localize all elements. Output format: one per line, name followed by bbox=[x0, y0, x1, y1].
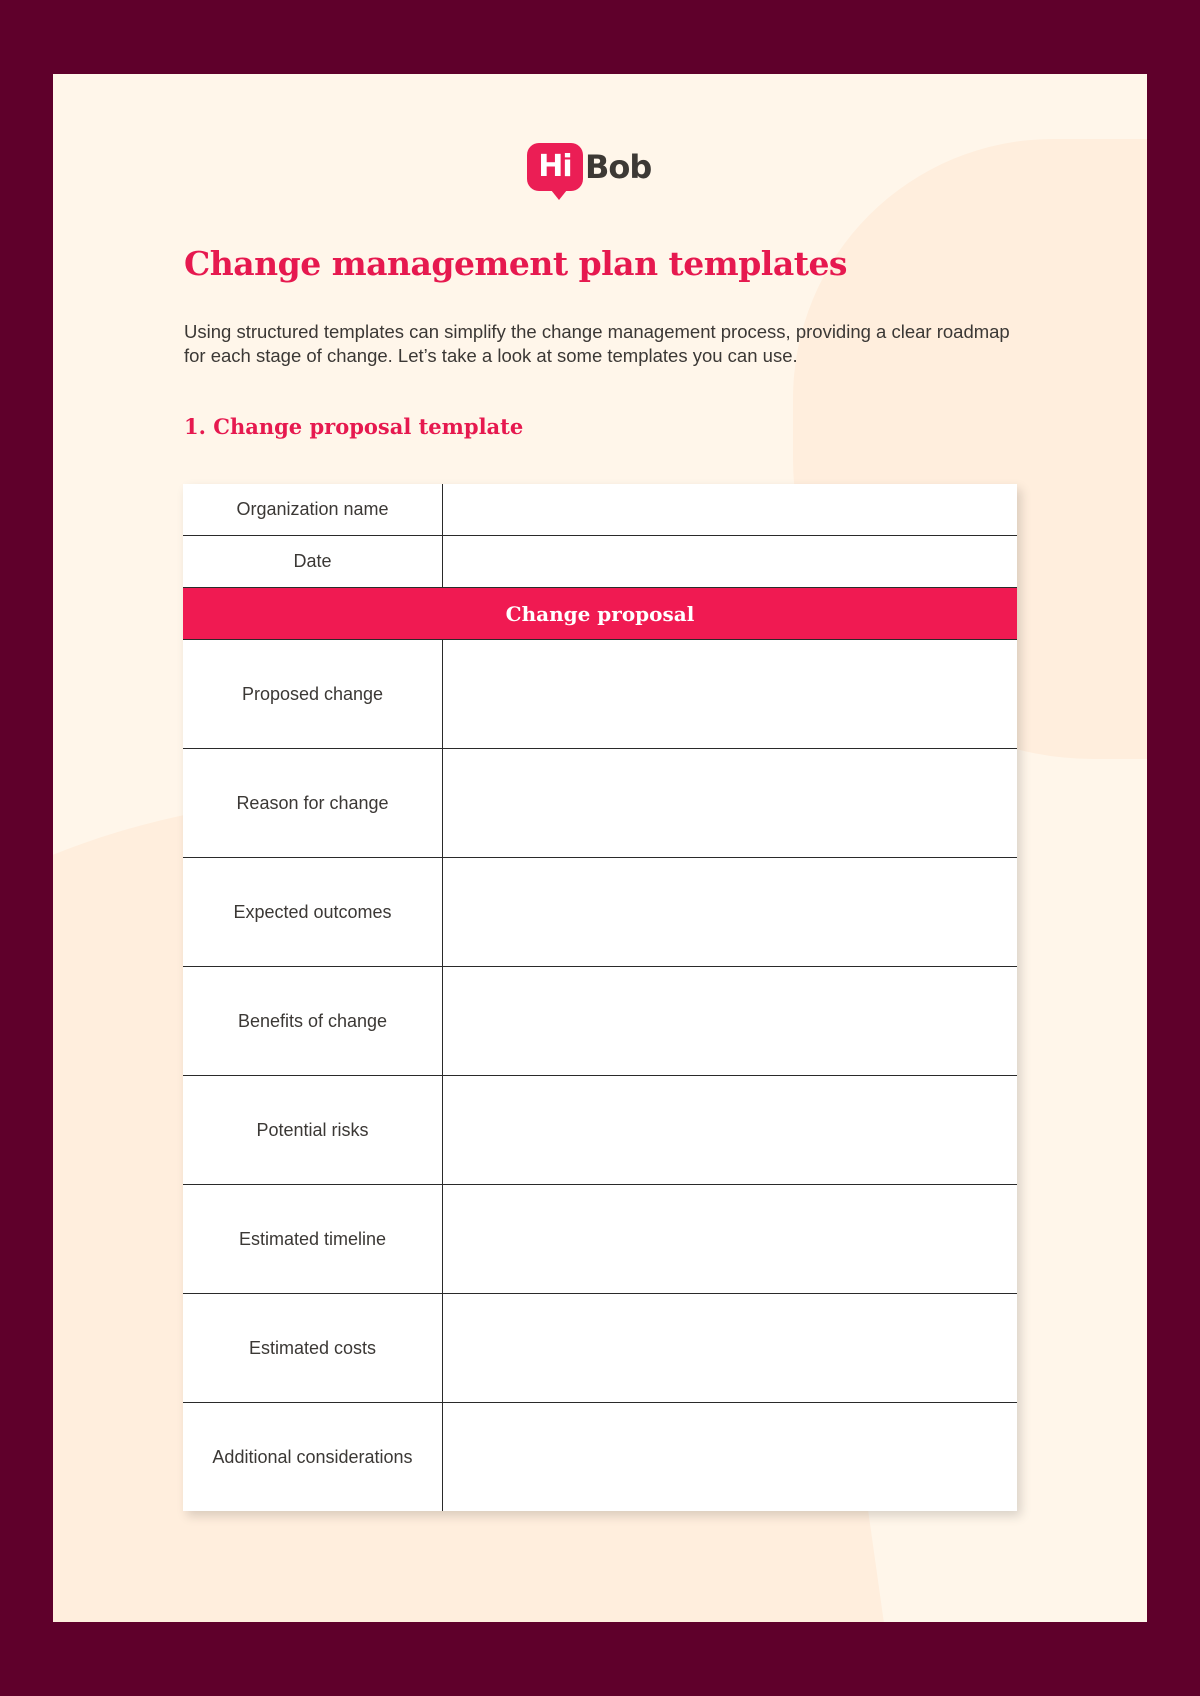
section-title: 1. Change proposal template bbox=[184, 414, 524, 439]
table-row bbox=[183, 749, 1017, 858]
document-page bbox=[53, 74, 1147, 1622]
table-row bbox=[183, 1076, 1017, 1185]
row-label: Estimated timeline bbox=[183, 1185, 443, 1294]
row-label: Expected outcomes bbox=[183, 858, 443, 967]
table-row bbox=[183, 536, 1017, 588]
estimated-timeline-field[interactable] bbox=[443, 1185, 1018, 1294]
row-label: Additional considerations bbox=[183, 1403, 443, 1512]
table-row bbox=[183, 640, 1017, 749]
row-label: Reason for change bbox=[183, 749, 443, 858]
date-field[interactable] bbox=[443, 536, 1018, 588]
row-label: Organization name bbox=[183, 484, 443, 536]
hibob-logo bbox=[527, 140, 651, 194]
potential-risks-field[interactable] bbox=[443, 1076, 1018, 1185]
table-row bbox=[183, 1185, 1017, 1294]
table-header: Change proposal bbox=[183, 588, 1017, 640]
logo-bob-text: Bob bbox=[585, 148, 652, 186]
estimated-costs-field[interactable] bbox=[443, 1294, 1018, 1403]
row-label: Date bbox=[183, 536, 443, 588]
expected-outcomes-field[interactable] bbox=[443, 858, 1018, 967]
logo-hi-text: Hi bbox=[538, 149, 572, 184]
page-title: Change management plan templates bbox=[184, 244, 848, 283]
additional-considerations-field[interactable] bbox=[443, 1403, 1018, 1512]
row-label: Potential risks bbox=[183, 1076, 443, 1185]
table-header-row bbox=[183, 588, 1017, 640]
table-row bbox=[183, 484, 1017, 536]
change-proposal-table bbox=[183, 484, 1017, 1511]
table-row bbox=[183, 967, 1017, 1076]
row-label: Proposed change bbox=[183, 640, 443, 749]
proposed-change-field[interactable] bbox=[443, 640, 1018, 749]
row-label: Estimated costs bbox=[183, 1294, 443, 1403]
reason-for-change-field[interactable] bbox=[443, 749, 1018, 858]
speech-tail-icon bbox=[551, 190, 567, 200]
logo-hi-bubble bbox=[527, 143, 583, 191]
row-label: Benefits of change bbox=[183, 967, 443, 1076]
organization-name-field[interactable] bbox=[443, 484, 1018, 536]
intro-paragraph: Using structured templates can simplify the change management process, providing a clear roadmap for each stage of change. Let’s take a look at some templates you can use. bbox=[184, 321, 1010, 366]
table-row bbox=[183, 1403, 1017, 1512]
table-row bbox=[183, 1294, 1017, 1403]
benefits-of-change-field[interactable] bbox=[443, 967, 1018, 1076]
table-row bbox=[183, 858, 1017, 967]
